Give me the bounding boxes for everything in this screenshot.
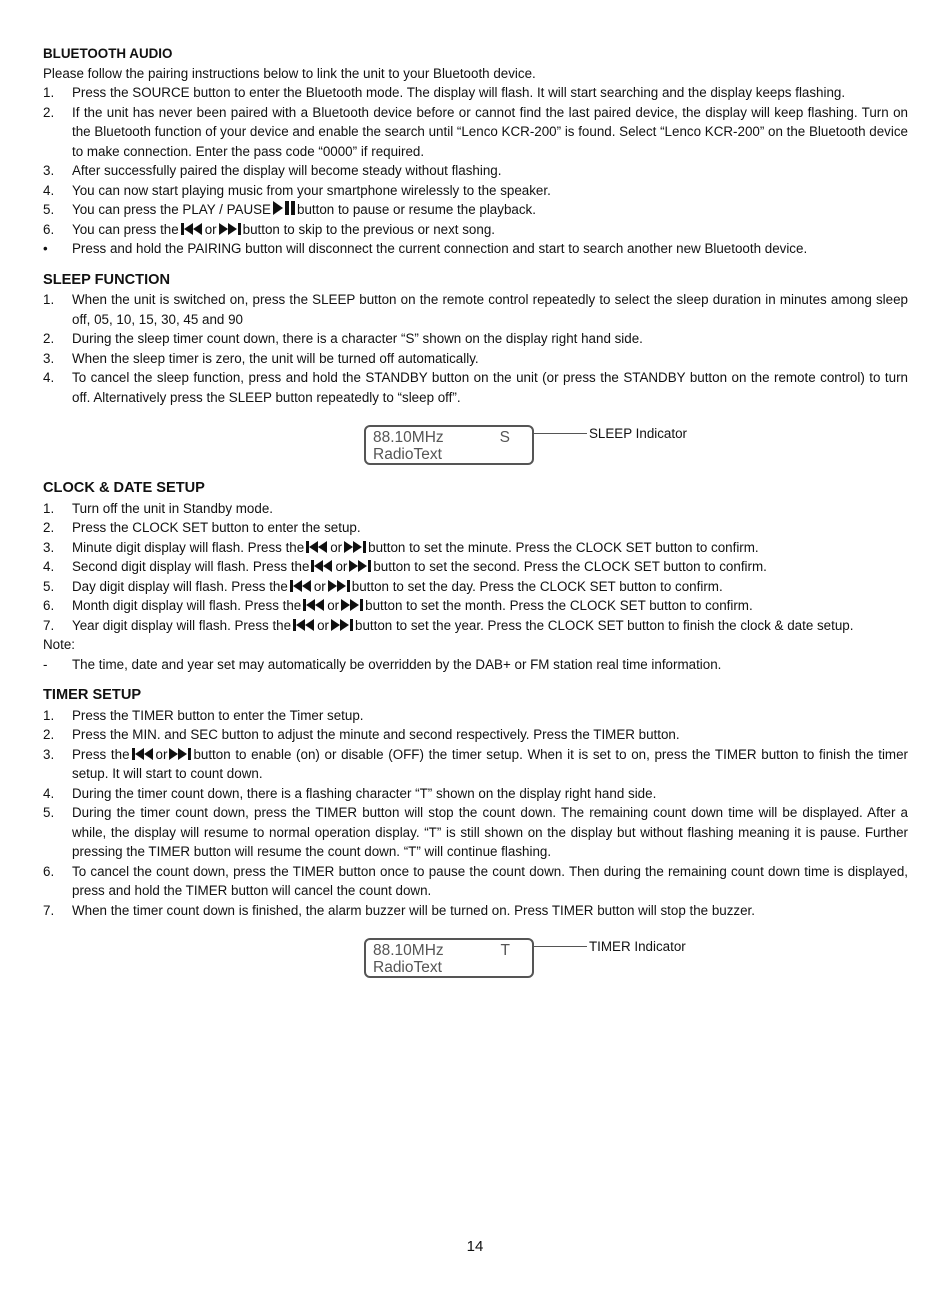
list-item-text-part: button to set the second. Press the CLOCK SET button to confirm. — [373, 559, 767, 574]
timer-indicator-char: T — [500, 942, 510, 959]
clock-note-label: Note: — [43, 637, 76, 652]
list-item-number: 1. — [43, 292, 55, 307]
lcd-line2: RadioText — [373, 446, 442, 463]
list-item-number: 4. — [43, 559, 55, 574]
list-item-text-part: Press the — [72, 746, 130, 762]
timer-display-diagram — [43, 932, 908, 988]
clock-list — [43, 499, 908, 636]
previous-track-icon — [303, 599, 325, 611]
list-item-text-part: button to enable (on) or disable (OFF) the timer setup. When it is set to on, press the TIMER button to finish the timer setup. It will start to count down. — [72, 746, 908, 781]
previous-track-icon — [132, 748, 154, 760]
list-item-number: 3. — [43, 539, 55, 555]
leader-line — [534, 946, 587, 947]
sleep-indicator-label: SLEEP Indicator — [589, 426, 688, 441]
list-item-number: 7. — [43, 902, 55, 918]
next-track-icon — [169, 748, 191, 760]
list-item-text: Press the CLOCK SET button to enter the setup. — [72, 520, 361, 535]
sleep-title: SLEEP FUNCTION — [43, 271, 171, 288]
list-item-number: 1. — [43, 85, 55, 100]
list-item — [43, 349, 908, 369]
list-item — [43, 745, 908, 784]
list-item-number: 1. — [43, 500, 55, 516]
note-text: The time, date and year set may automatically be overridden by the DAB+ or FM station real time information. — [72, 656, 722, 672]
list-item-number: 5. — [43, 578, 55, 594]
list-item — [43, 103, 908, 162]
list-item-number: 6. — [43, 221, 55, 237]
list-item — [43, 803, 908, 862]
sleep-display-diagram — [43, 419, 908, 475]
bluetooth-title: BLUETOOTH AUDIO — [43, 46, 173, 61]
clock-note — [43, 655, 908, 675]
list-item-text-part: You can press the PLAY / PAUSE — [72, 202, 271, 217]
list-item-text: To cancel the count down, press the TIMER button once to pause the count down. Then during the remaining count down time is displayed, press and hold the TIMER button will cancel the count down. — [72, 863, 908, 898]
list-item-text: During the timer count down, there is a flashing character “T” shown on the display right hand side. — [72, 785, 657, 801]
list-item — [43, 239, 908, 259]
list-item-number: 6. — [43, 863, 55, 879]
list-item — [43, 181, 908, 201]
previous-track-icon — [311, 560, 333, 572]
list-item-text — [72, 616, 908, 636]
list-item — [43, 784, 908, 804]
list-item-text: To cancel the sleep function, press and hold the STANDBY button on the unit (or press the STANDBY button on the remote control) to turn off. Alternatively press the SLEEP button repeatedly to “sleep off”. — [72, 370, 908, 405]
previous-track-icon — [293, 619, 315, 631]
list-item-text — [72, 596, 908, 616]
list-item-text: When the sleep timer is zero, the unit will be turned off automatically. — [72, 350, 479, 366]
list-item-text — [72, 577, 908, 597]
list-item-number: 4. — [43, 785, 55, 801]
list-item-text: When the timer count down is finished, the alarm buzzer will be turned on. Press TIMER button will stop the buzzer. — [72, 902, 756, 918]
previous-track-icon — [290, 580, 312, 592]
list-item — [43, 538, 908, 558]
list-item-text-part: button to set the minute. Press the CLOCK SET button to confirm. — [368, 539, 759, 555]
list-item — [43, 518, 908, 538]
list-item-text: Press the TIMER button to enter the Timer setup. — [72, 707, 364, 723]
list-item-text-part: Month digit display will flash. Press the — [72, 598, 302, 613]
next-track-icon — [344, 541, 366, 553]
list-item — [43, 499, 908, 519]
list-item-text — [72, 557, 908, 577]
list-item-text: During the sleep timer count down, there is a character “S” shown on the display right hand side. — [72, 331, 643, 346]
list-item — [43, 200, 908, 220]
list-item-text: When the unit is switched on, press the SLEEP button on the remote control repeatedly to select the sleep duration in minutes among sleep off, 05, 10, 15, 30, 45 and 90 — [72, 292, 908, 327]
list-item-text — [72, 538, 908, 558]
list-item-text-part: You can press the — [72, 221, 179, 237]
list-item-number: 3. — [43, 350, 55, 366]
list-item-number: 2. — [43, 727, 55, 742]
list-item-text: Press the SOURCE button to enter the Bluetooth mode. The display will flash. It will start searching and the display keeps flashing. — [72, 85, 846, 100]
list-item-text-part: Day digit display will flash. Press the — [72, 578, 288, 594]
list-item — [43, 220, 908, 240]
list-item-number: 7. — [43, 617, 55, 633]
list-item — [43, 577, 908, 597]
list-item — [43, 557, 908, 577]
lcd-line1: 88.10MHz — [373, 429, 444, 446]
list-item — [43, 725, 908, 745]
list-item-text-part: Year digit display will flash. Press the — [72, 617, 292, 633]
list-item-number: 3. — [43, 746, 55, 762]
sleep-lcd-display — [364, 425, 534, 465]
lcd-line2: RadioText — [373, 959, 442, 976]
list-item-text-part: button to pause or resume the playback. — [297, 202, 536, 217]
clock-title: CLOCK & DATE SETUP — [43, 480, 205, 496]
list-item-text — [72, 220, 908, 240]
list-item-text-part: button to set the year. Press the CLOCK SET button to finish the clock & date setup. — [355, 617, 854, 633]
play-pause-icon — [273, 201, 295, 215]
list-item — [43, 161, 908, 181]
previous-track-icon — [181, 223, 203, 235]
list-item-number: • — [43, 241, 48, 256]
or-text: or — [204, 221, 217, 237]
list-item — [43, 706, 908, 726]
previous-track-icon — [306, 541, 328, 553]
or-text: or — [155, 746, 168, 762]
list-item-text — [72, 200, 908, 220]
list-item-text: Turn off the unit in Standby mode. — [72, 500, 273, 516]
list-item-number: 4. — [43, 370, 55, 385]
sleep-indicator-char: S — [499, 429, 510, 446]
list-item — [43, 368, 908, 407]
list-item-text: After successfully paired the display will become steady without flashing. — [72, 163, 502, 178]
list-item-text — [72, 745, 908, 784]
list-item-text: During the timer count down, press the TIMER button will stop the count down. The remaining count down time will be displayed. After a while, the display will resume to normal operation display. “T” is still shown on the display but without flashing meaning it is pause. Further pressing the TIMER button will resume the count down. “T” will continue flashing. — [72, 805, 908, 859]
list-item — [43, 329, 908, 349]
list-item-text: Press the MIN. and SEC button to adjust the minute and second respectively. Press the TIMER button. — [72, 727, 680, 742]
list-item-text-part: Second digit display will flash. Press the — [72, 559, 310, 574]
next-track-icon — [328, 580, 350, 592]
list-item-number: 5. — [43, 805, 55, 820]
or-text: or — [335, 559, 348, 574]
list-item-number: 2. — [43, 520, 55, 535]
list-item — [43, 83, 908, 103]
list-item-text: Press and hold the PAIRING button will disconnect the current connection and start to search another new Bluetooth device. — [72, 241, 808, 256]
list-item — [43, 616, 908, 636]
next-track-icon — [341, 599, 363, 611]
next-track-icon — [349, 560, 371, 572]
list-item — [43, 290, 908, 329]
or-text: or — [327, 598, 340, 613]
list-item-text-part: button to set the day. Press the CLOCK SET button to confirm. — [351, 578, 723, 594]
note-marker: - — [43, 656, 48, 672]
list-item-number: 4. — [43, 182, 55, 198]
timer-title: TIMER SETUP — [43, 687, 142, 703]
next-track-icon — [331, 619, 353, 631]
leader-line — [534, 433, 587, 434]
list-item-number: 5. — [43, 202, 55, 217]
list-item — [43, 596, 908, 616]
list-item-number: 2. — [43, 104, 55, 120]
sleep-list — [43, 290, 908, 407]
timer-indicator-label: TIMER Indicator — [589, 939, 686, 954]
lcd-line1: 88.10MHz — [373, 942, 444, 959]
or-text: or — [317, 617, 329, 633]
list-item-text-part: button to skip to the previous or next song. — [242, 221, 495, 237]
or-text: or — [330, 539, 343, 555]
page-number: 14 — [466, 1238, 484, 1255]
list-item — [43, 901, 908, 921]
list-item-text-part: Minute digit display will flash. Press the — [72, 539, 305, 555]
timer-list — [43, 706, 908, 921]
or-text: or — [313, 578, 326, 594]
bluetooth-list — [43, 83, 908, 259]
list-item-number: 6. — [43, 598, 55, 613]
list-item-number: 2. — [43, 331, 55, 346]
list-item-text: You can now start playing music from your smartphone wirelessly to the speaker. — [72, 182, 551, 198]
list-item-number: 3. — [43, 163, 55, 178]
list-item-number: 1. — [43, 707, 55, 723]
bluetooth-intro: Please follow the pairing instructions below to link the unit to your Bluetooth device. — [43, 65, 536, 81]
list-item-text-part: button to set the month. Press the CLOCK SET button to confirm. — [365, 598, 753, 613]
manual-page — [43, 44, 908, 992]
list-item-text: If the unit has never been paired with a Bluetooth device before or cannot find the last paired device, the display will keep flashing. Turn on the Bluetooth function of your device and enable the search until “Lenco KCR-200” is found. Select “Lenco KCR-200” on the Bluetooth device to make connection. Enter the pass code “0000” if required. — [72, 104, 908, 159]
timer-lcd-display — [364, 938, 534, 978]
list-item — [43, 862, 908, 901]
next-track-icon — [219, 223, 241, 235]
